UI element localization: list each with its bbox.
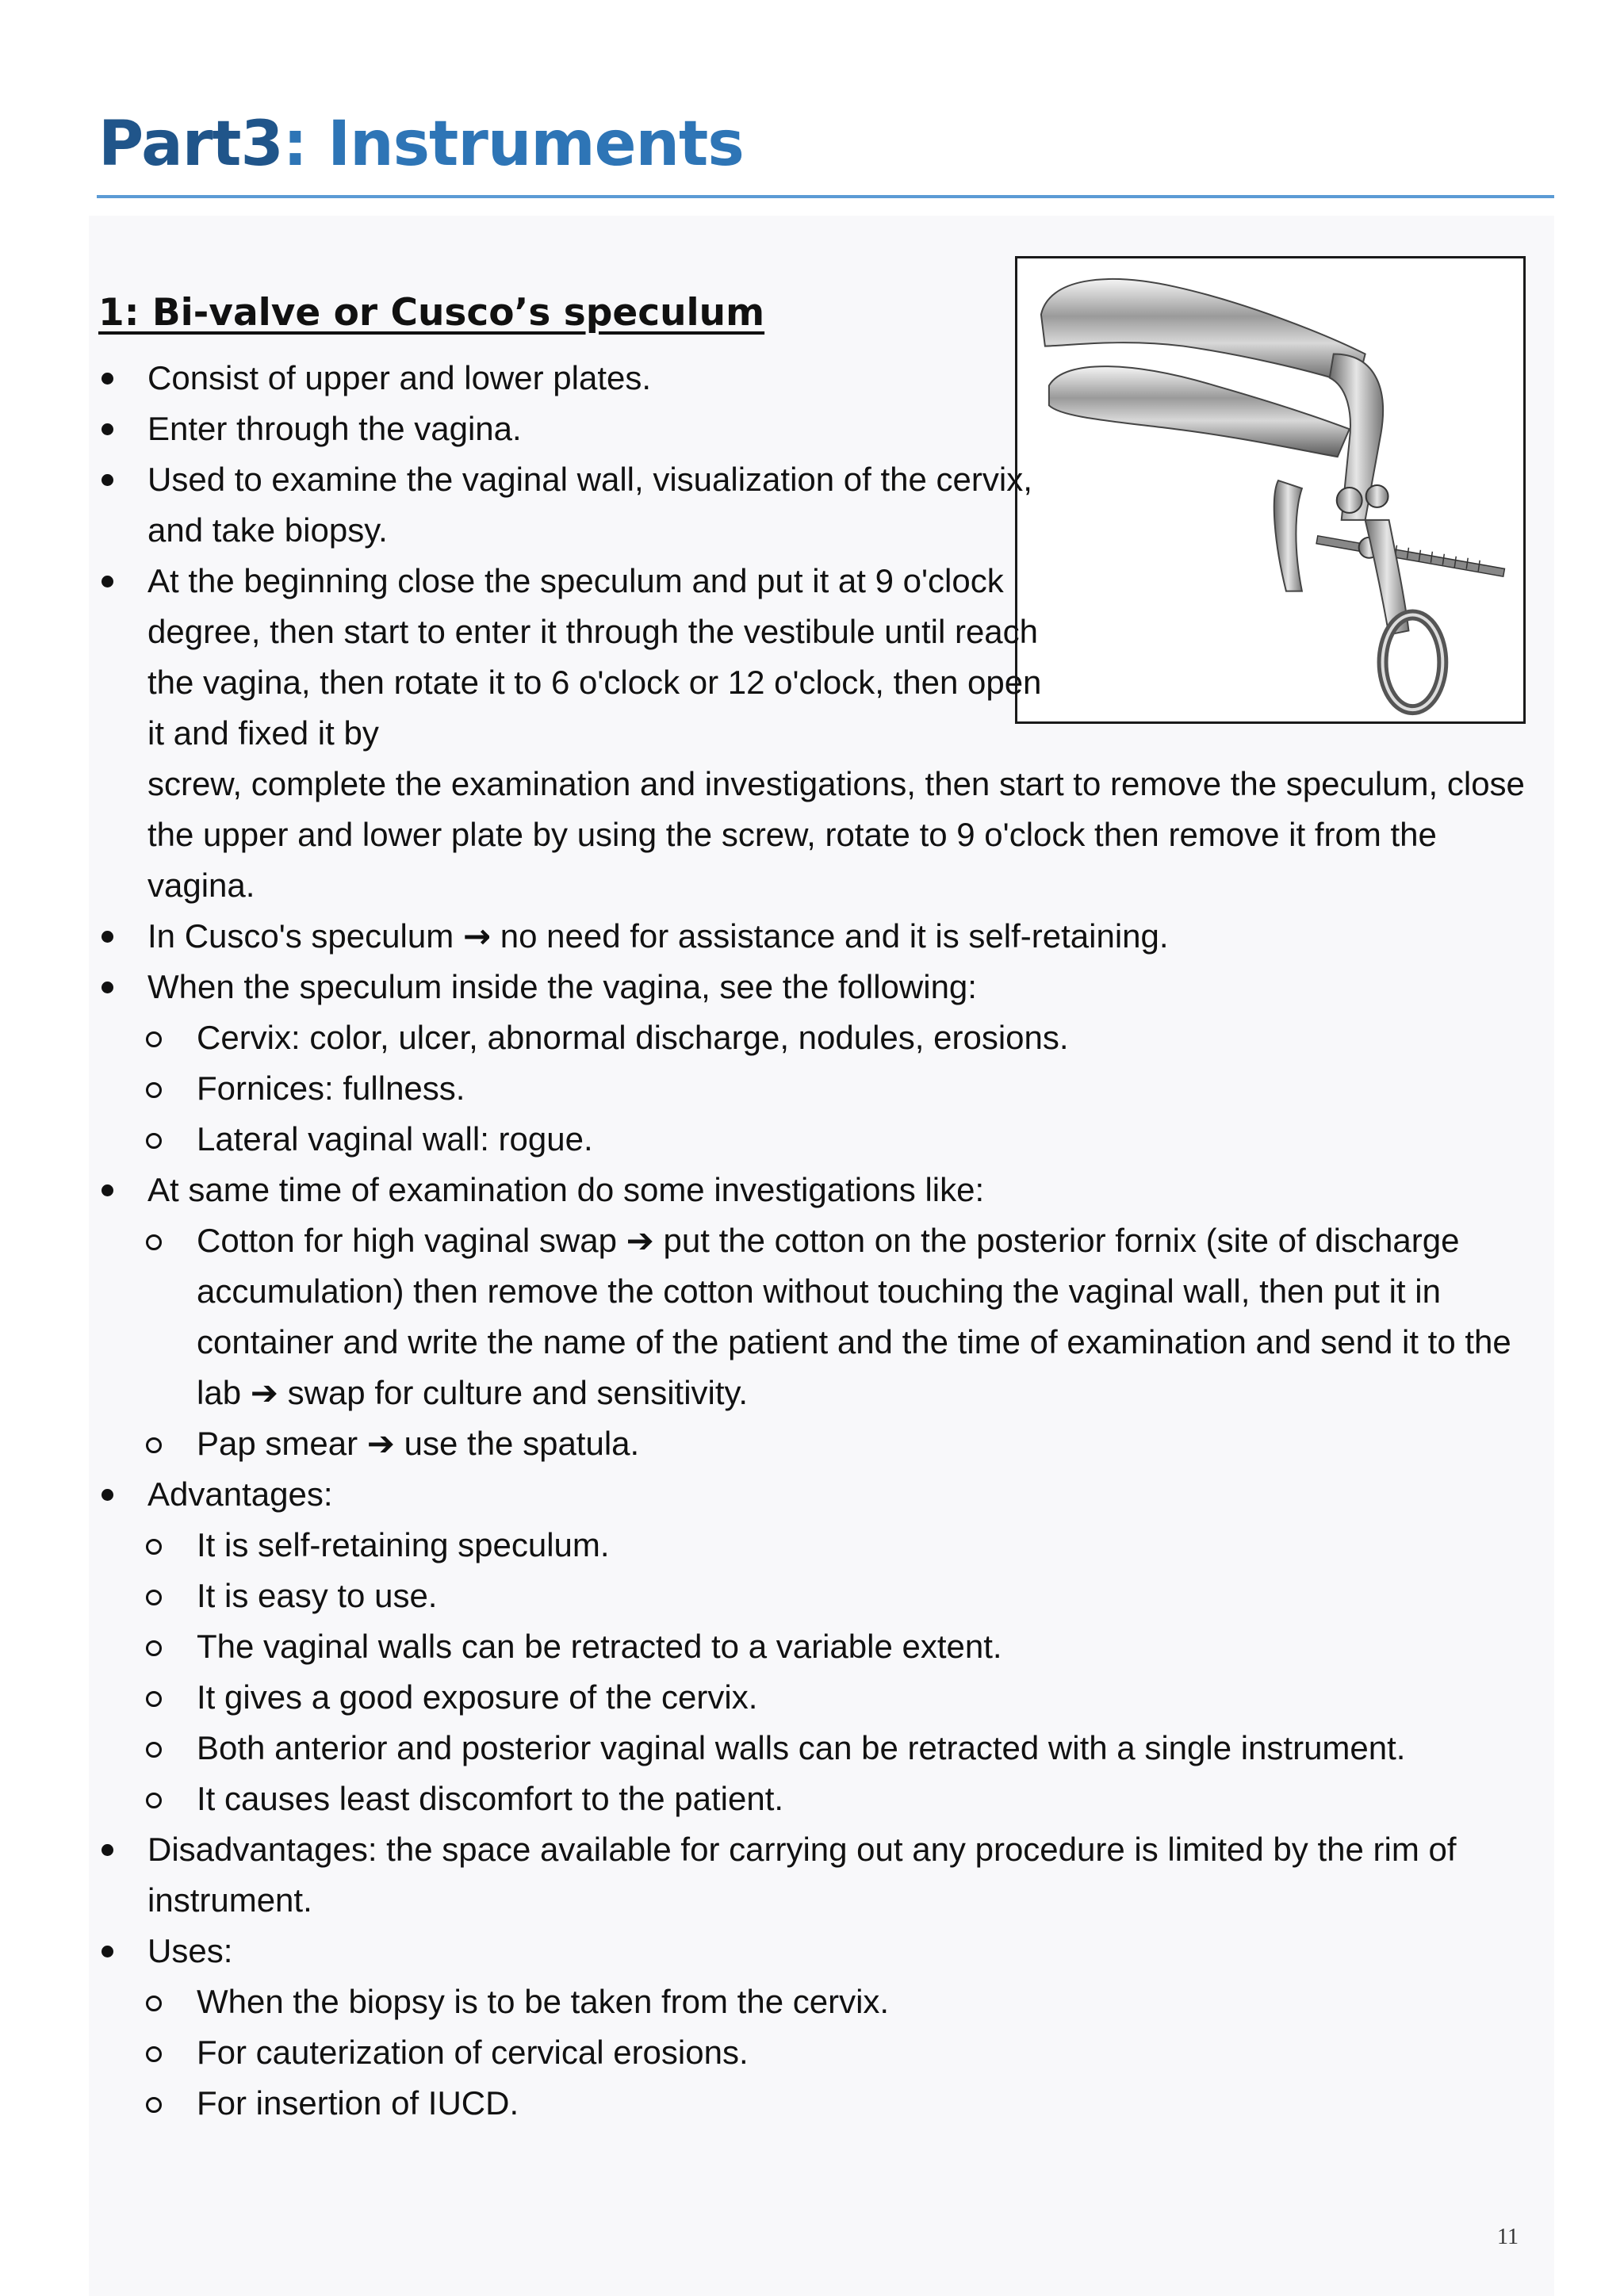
heading-part: Part3 <box>98 109 283 180</box>
list-item-text: In Cusco's speculum <box>147 917 454 955</box>
sub-item-text: Cotton for high vaginal swap <box>197 1222 617 1259</box>
list-item-text: Uses: <box>147 1932 233 1969</box>
sub-list <box>98 1012 1542 1165</box>
section-title: 1: Bi-valve or Cusco’s speculum <box>98 291 765 335</box>
bullet-list <box>98 353 1542 1012</box>
list-item <box>98 1926 1542 1976</box>
list-item <box>98 404 1542 454</box>
sub-item-text: put the cotton on the posterior fornix (site of discharge accumulation) then remove the cotton without touching the vaginal wall, then put it in container and write the name of the patient and the time of examination and send it to the lab <box>197 1222 1511 1411</box>
arrow-icon: → <box>462 916 492 955</box>
sub-list-item <box>98 1215 1542 1418</box>
list-item <box>98 911 1542 962</box>
bullet-list <box>98 1824 1542 1976</box>
sub-list-item: It is self-retaining speculum. <box>98 1520 1542 1571</box>
list-item-text: Disadvantages: the space available for carrying out any procedure is limited by the rim of instrument. <box>147 1831 1457 1919</box>
sub-list-item: When the biopsy is to be taken from the cervix. <box>98 1976 1542 2027</box>
list-item-text: At same time of examination do some investigations like: <box>147 1171 985 1208</box>
page-heading <box>98 101 744 187</box>
sub-list-item: For insertion of IUCD. <box>98 2078 1542 2129</box>
sub-list-item: It gives a good exposure of the cervix. <box>98 1672 1542 1723</box>
list-item-text-continued: screw, complete the examination and investigations, then start to remove the speculum, close the upper and lower plate by using the screw, rotate to 9 o'clock then remove it from the vagina. <box>147 765 1525 904</box>
bullet-list <box>98 1469 1542 1520</box>
sub-list-item: It causes least discomfort to the patient. <box>98 1774 1542 1824</box>
document-content <box>98 281 1542 2129</box>
list-item-text: When the speculum inside the vagina, see the following: <box>147 968 977 1005</box>
sub-list-item: Fornices: fullness. <box>98 1063 1542 1114</box>
heading-rule <box>97 195 1554 198</box>
sub-list <box>98 1520 1542 1824</box>
list-item <box>98 454 1542 556</box>
list-item <box>98 962 1542 1012</box>
list-item-text: Enter through the vagina. <box>147 410 522 447</box>
sub-list-item: Both anterior and posterior vaginal walls can be retracted with a single instrument. <box>98 1723 1542 1774</box>
list-item-text: no need for assistance and it is self-retaining. <box>500 917 1169 955</box>
list-item-text: At the beginning close the speculum and put it at 9 o'clock degree, then start to enter it through the vestibule until reach the vagina, then rotate it to 6 o'clock or 12 o'clock, then open it and fixed it by <box>147 562 1042 752</box>
list-item-text: Used to examine the vaginal wall, visualization of the cervix, and take biopsy. <box>147 461 1032 549</box>
sub-item-text: Pap smear <box>197 1425 358 1462</box>
sub-list-item: Cervix: color, ulcer, abnormal discharge, nodules, erosions. <box>98 1012 1542 1063</box>
sub-item-text: use the spatula. <box>404 1425 640 1462</box>
sub-list-item: The vaginal walls can be retracted to a variable extent. <box>98 1621 1542 1672</box>
sub-list-item: For cauterization of cervical erosions. <box>98 2027 1542 2078</box>
sub-list <box>98 1976 1542 2129</box>
sub-list-item: It is easy to use. <box>98 1571 1542 1621</box>
arrow-icon: ➔ <box>250 1373 278 1412</box>
list-item <box>98 1165 1542 1215</box>
bullet-list <box>98 1165 1542 1215</box>
list-item <box>98 1469 1542 1520</box>
page-number: 11 <box>1497 2225 1519 2249</box>
sub-item-text: swap for culture and sensitivity. <box>287 1374 749 1411</box>
sub-list-item: Lateral vaginal wall: rogue. <box>98 1114 1542 1165</box>
arrow-icon: ➔ <box>366 1424 395 1463</box>
list-item <box>98 1824 1542 1926</box>
list-item <box>98 353 1542 404</box>
list-item <box>98 556 1542 911</box>
sub-list <box>98 1215 1542 1469</box>
heading-title: : Instruments <box>282 109 744 180</box>
sub-list-item <box>98 1418 1542 1469</box>
list-item-text: Consist of upper and lower plates. <box>147 359 652 396</box>
list-item-text: Advantages: <box>147 1475 333 1513</box>
arrow-icon: ➔ <box>626 1221 654 1260</box>
